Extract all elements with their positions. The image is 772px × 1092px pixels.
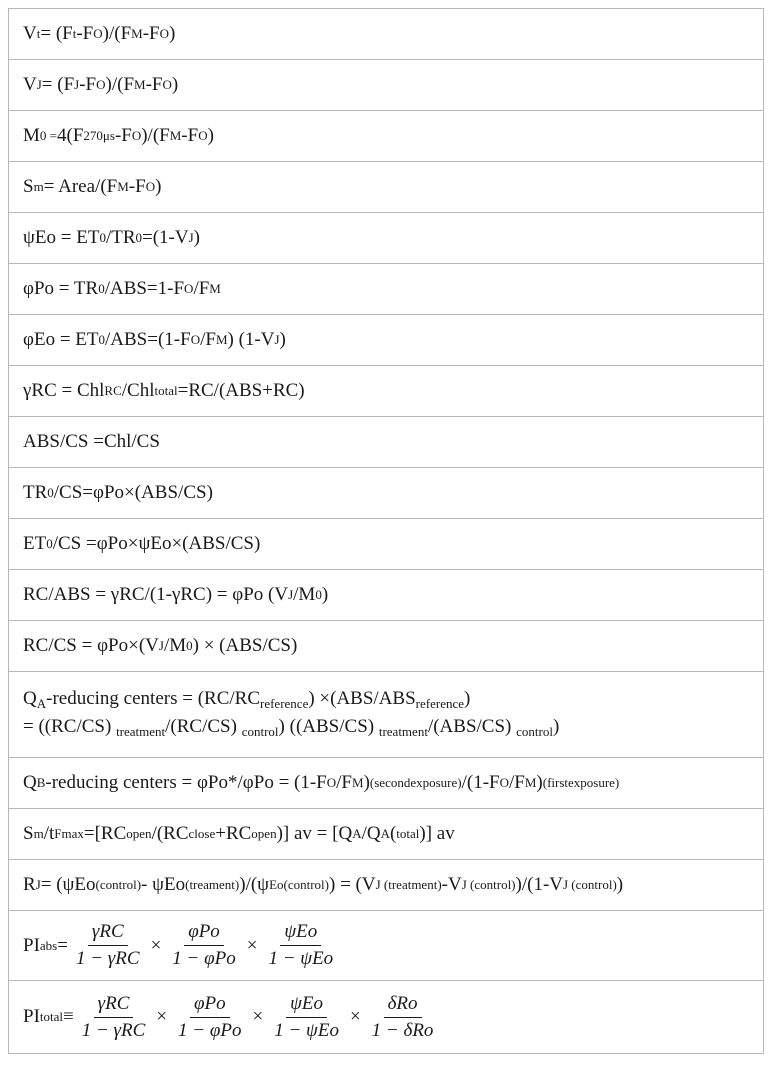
denominator: 1 − φPo [172,948,236,969]
formula-subscript: reference [415,696,465,711]
formula-text: -reducing centers = (RC/RC [46,688,260,709]
formula-text: -reducing centers = φPo*/φPo = (1-F [45,772,327,793]
formula-text: -F [142,23,160,44]
formula-text: /F [200,329,216,350]
formula-subscript: treatment [116,724,166,739]
formula-phi-po: φPo = TR 0 /ABS=1-F O /F M [9,264,763,315]
numerator: φPo [190,993,230,1018]
numerator: γRC [88,921,128,946]
formula-text: /F [336,772,353,793]
fraction-gamma-rc [72,921,144,970]
formula-text: = Area/(F [43,176,118,197]
formula-text: ) ((ABS/CS) [278,716,379,737]
formula-sm-tfmax: S m /t Fmax =[RC open /(RC close +RC open )] av = [Q A /Q A ( total )] av [9,809,763,860]
denominator: 1 − δRo [371,1019,434,1041]
formula-text: RC/ABS = γRC/(1-γRC) = φPo (V [23,584,289,605]
formula-text: = (ψEo [40,874,96,895]
fraction-phi-po [174,993,245,1042]
formula-text: /ABS=1-F [104,278,185,299]
formula-text: /Chl [121,380,155,401]
formula-text: ) [552,716,560,737]
numerator: δRo [384,993,422,1018]
formula-qb-reducing: Q B -reducing centers = φPo*/φPo = (1-F O /F M ) (secondexposure) /(1-F O /F M ) (firstexposure) [9,758,763,809]
formula-text: )] av = [Q [276,823,353,844]
formula-text: ≡ [63,1006,74,1027]
formula-psi-eo: ψEo = ET 0 /TR 0 =(1-V J ) [9,213,763,264]
formula-text: /ABS=(1-F [105,329,191,350]
formula-text: /Q [361,823,381,844]
formula-text: +RC [215,823,252,844]
formula-text: ) [279,329,286,350]
formula-text: ) [321,584,329,605]
formula-qa-line2 [23,713,749,741]
formula-text: )] av [419,823,455,844]
formula-text: ) [536,772,543,793]
formula-subscript: treatment [378,724,428,739]
formula-rc-cs: RC/CS = φPo×(V J /M 0 ) × (ABS/CS) [9,621,763,672]
numerator: ψEo [286,993,327,1018]
fraction-gamma-rc [78,993,150,1042]
denominator: 1 − ψEo [274,1019,339,1041]
formula-text: φPo = TR [23,278,99,299]
formula-text: )/(1-V [515,874,563,895]
formula-text: =RC/(ABS+RC) [177,380,305,401]
formula-text: ) = (V [329,874,376,895]
formula-text: - ψEo [141,874,186,895]
times-operator: × [246,934,258,956]
fraction-phi-po [168,921,239,970]
formula-text: S [23,823,34,844]
formula-text: /(ABS/CS) [427,716,517,737]
formula-text: )/(F [102,23,132,44]
formula-text: /(RC/CS) [165,716,242,737]
formula-text: ) [616,874,624,895]
formula-qa-line1 [23,685,749,713]
formula-text: Q [23,772,37,793]
formula-text: /CS =φPo×ψEo×(ABS/CS) [52,533,261,554]
formula-text: /(1-F [461,772,500,793]
formula-vj: V J = (F J -F O )/(F M -F O ) [9,60,763,111]
formula-text: γRC = Chl [23,380,105,401]
formula-text: TR [23,482,48,503]
denominator: 1 − γRC [81,1019,146,1041]
times-operator: × [349,1006,361,1027]
formula-text: /TR [105,227,136,248]
formula-subscript: A [36,696,47,711]
formula-et0-cs: ET 0 /CS =φPo×ψEo×(ABS/CS) [9,519,763,570]
formula-text: S [23,176,34,197]
formula-text: -F [114,125,132,146]
formula-text: V [23,23,37,44]
denominator: 1 − ψEo [268,948,334,969]
numerator: φPo [184,921,224,946]
formula-rc-abs: RC/ABS = γRC/(1-γRC) = φPo (V J /M 0 ) [9,570,763,621]
formula-vt: V t = (F t -F O )/(F M -F O ) [9,9,763,60]
formula-text: )/(F [105,74,135,95]
formula-text: ) × (ABS/CS) [192,635,298,656]
formula-text: RC/CS = φPo×(V [23,635,159,656]
formula-text: = (F [41,74,75,95]
formula-tr0-cs: TR 0 /CS=φPo×(ABS/CS) [9,468,763,519]
formula-text: ) [171,74,179,95]
formula-text: ( [389,823,397,844]
formula-text: φEo = ET [23,329,99,350]
formula-sm: S m = Area/(F M -F O ) [9,162,763,213]
formula-pi-total: PI total ≡ $\frac{\text{γRC}}{\text{1 − γRC}}$ × $\frac{\text{φPo}}{\text{1 − φPo}}$ × $\frac{\text{ψEo}}{\text{1 − ψEo}}$ × $\frac{\text{δRo}}{\text{1 − δRo}}$ [9,981,763,1054]
formula-text: /F [508,772,525,793]
denominator: 1 − γRC [75,948,140,969]
fraction-psi-eo [270,993,343,1042]
formula-text: ψEo = ET [23,227,100,248]
formula-text: = ((RC/CS) [23,716,117,737]
formula-subscript: control [241,724,279,739]
formula-text: ) [464,688,471,709]
formula-text: = [57,934,68,956]
formula-text: ) [363,772,370,793]
formula-text: /CS=φPo×(ABS/CS) [53,482,213,503]
formula-text: ) [207,125,214,146]
formula-text: M [23,125,40,146]
formula-text: ) [169,23,176,44]
formula-text: /M [163,635,187,656]
formula-rj: R J = (ψEo (control) - ψEo (treament) )/(ψ Eo(control) ) = (V J (treatment) -V J (control) )/(1-V J (control) ) [9,860,763,911]
formula-text: -F [79,74,97,95]
times-operator: × [252,1006,264,1027]
formula-text: /M [293,584,316,605]
formula-text: )/(F [141,125,170,146]
fraction-psi-eo [264,921,337,970]
formula-text: -F [128,176,146,197]
formula-text: V [23,74,37,95]
formula-text: /t [43,823,55,844]
formula-text: = (F [40,23,73,44]
formula-subscript: control [516,724,553,739]
times-operator: × [156,1006,168,1027]
formula-text: ABS/CS =Chl/CS [23,431,160,452]
formula-text: -F [145,74,163,95]
formula-subscript: reference [260,696,309,711]
numerator: ψEo [280,921,321,946]
formula-text: ) [155,176,162,197]
formula-text: ) [193,227,200,248]
formula-text: )/(ψ [239,874,270,895]
formula-text: -V [441,874,462,895]
times-operator: × [150,934,162,956]
formula-phi-eo: φEo = ET 0 /ABS=(1-F O /F M ) (1-V J ) [9,315,763,366]
formula-text: PI [23,934,40,956]
formula-text: R [23,874,36,895]
formula-text: /F [193,278,210,299]
formula-pi-abs: PI abs = $\frac{\text{γRC}}{\text{1 − γRC}}$ × $\frac{\text{φPo}}{\text{1 − φPo}}$ × $\frac{\text{ψEo}}{\text{1 − ψEo}}$ [9,911,763,981]
fraction-delta-ro [368,993,438,1042]
formula-qa-reducing [9,672,763,758]
denominator: 1 − φPo [178,1019,242,1041]
numerator: γRC [94,993,134,1018]
formula-text: =(1-V [142,227,189,248]
formula-text: -F [76,23,94,44]
formula-text: 4(F [57,125,84,146]
formula-text: ET [23,533,47,554]
formula-text: Q [23,688,37,709]
formula-text: -F [181,125,199,146]
formula-gamma-rc: γRC = Chl RC /Chl total =RC/(ABS+RC) [9,366,763,417]
formula-m0: M 0 = 4(F 270μs -F O )/(F M -F O ) [9,111,763,162]
formula-text: /(RC [151,823,189,844]
formula-text: =[RC [83,823,127,844]
formula-abs-cs [9,417,763,468]
formula-table [8,8,764,1054]
formula-text: ) ×(ABS/ABS [308,688,416,709]
formula-text: ) (1-V [227,329,275,350]
formula-text: PI [23,1006,40,1027]
